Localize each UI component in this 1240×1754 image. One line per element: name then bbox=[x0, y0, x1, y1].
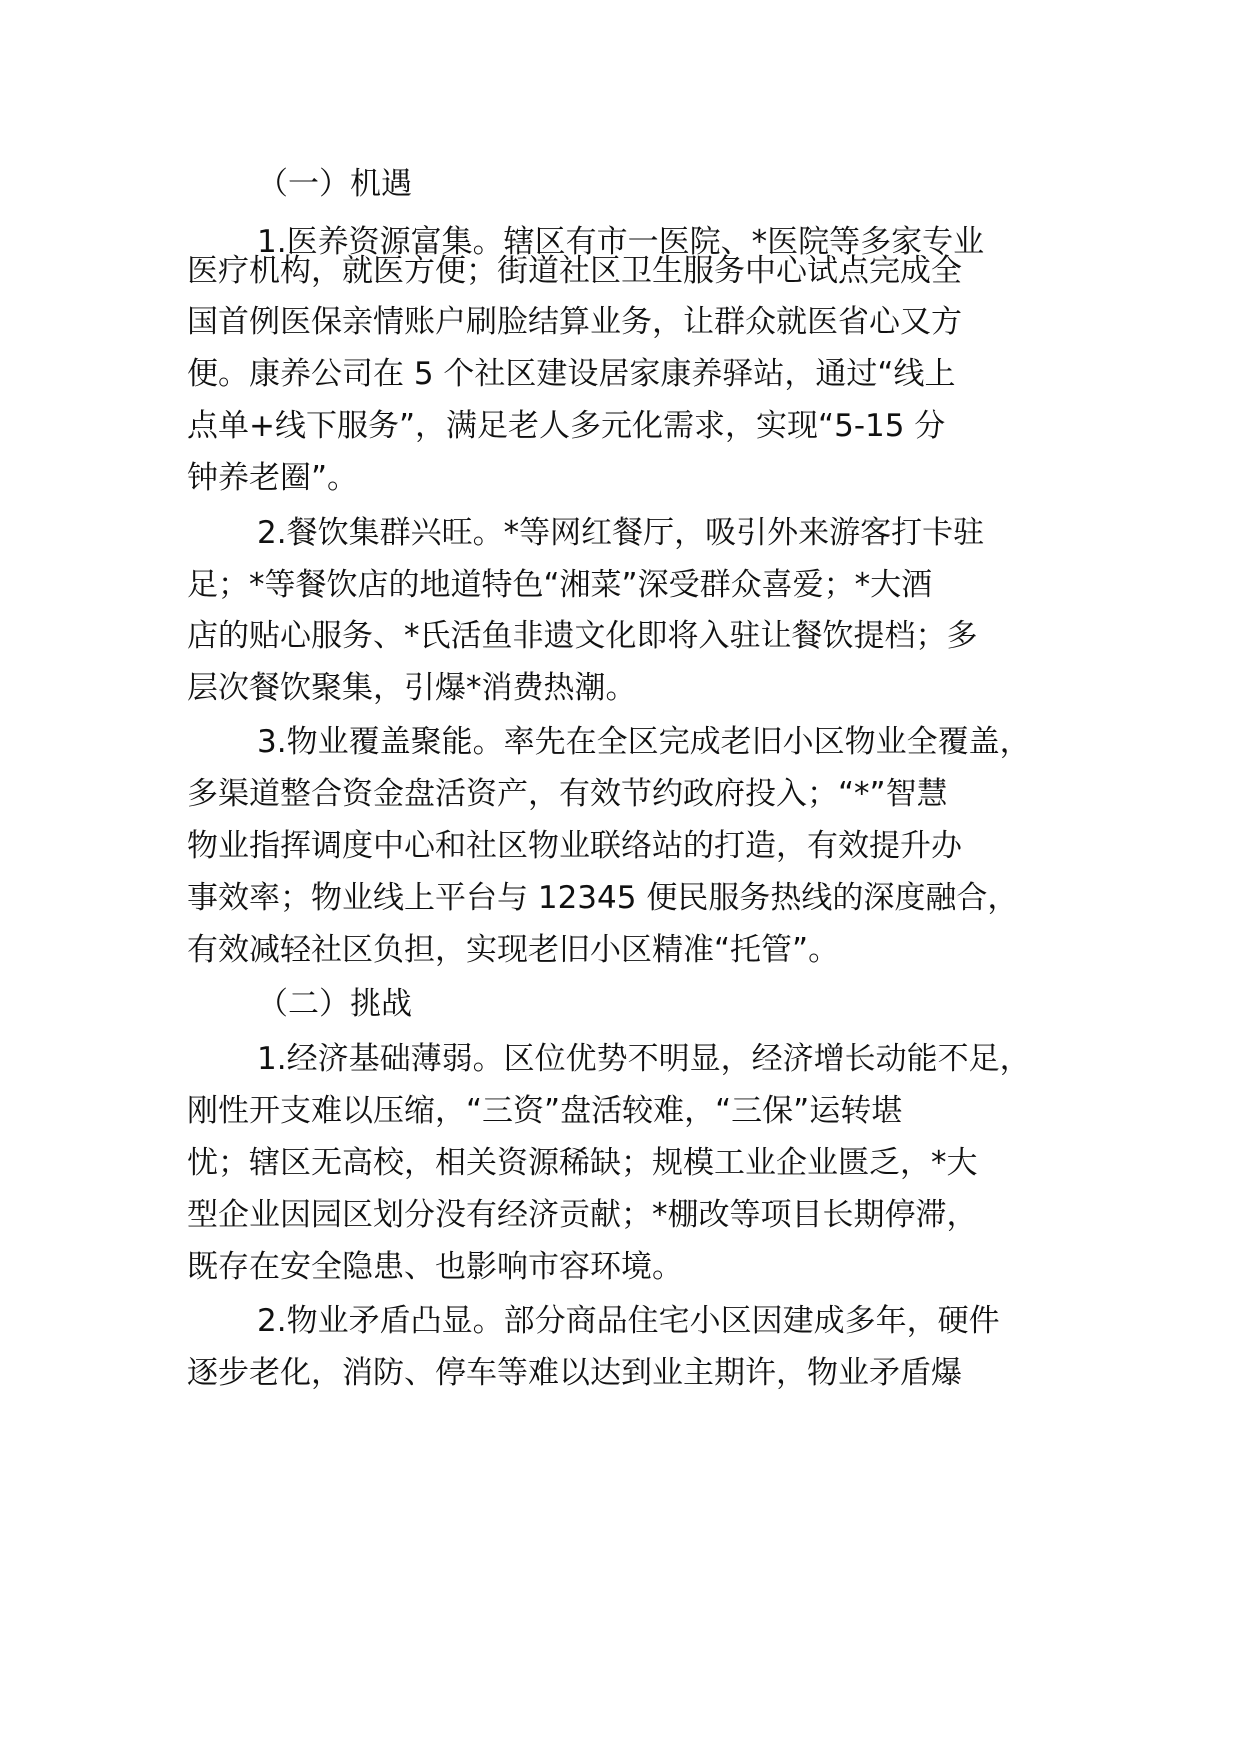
paragraph-line: 1.经济基础薄弱。区位优势不明显，经济增长动能不足， bbox=[257, 1041, 1031, 1077]
paragraph-line: 国首例医保亲情账户刷脸结算业务，让群众就医省心又方 bbox=[187, 304, 962, 340]
paragraph-line: 事效率；物业线上平台与 12345 便民服务热线的深度融合， bbox=[187, 880, 1019, 916]
paragraph-line: 便。康养公司在 5 个社区建设居家康养驿站，通过“线上 bbox=[187, 356, 956, 392]
paragraph-line: 足；*等餐饮店的地道特色“湘菜”深受群众喜爱；*大酒 bbox=[187, 567, 933, 603]
paragraph-line: 2.物业矛盾凸显。部分商品住宅小区因建成多年，硬件 bbox=[257, 1303, 1000, 1339]
paragraph-line: 钟养老圈”。 bbox=[187, 460, 359, 496]
paragraph-line: 医疗机构，就医方便；街道社区卫生服务中心试点完成全 bbox=[187, 253, 962, 289]
section-heading-opportunities: （一）机遇 bbox=[257, 166, 412, 202]
paragraph-line: 物业指挥调度中心和社区物业联络站的打造，有效提升办 bbox=[187, 828, 962, 864]
paragraph-line: 1.医养资源富集。辖区有市一医院、*医院等多家专业 bbox=[257, 224, 985, 260]
section-heading-challenges: （二）挑战 bbox=[257, 986, 412, 1022]
paragraph-line: 忧；辖区无高校，相关资源稀缺；规模工业企业匮乏，*大 bbox=[187, 1145, 978, 1181]
paragraph-line: 型企业因园区划分没有经济贡献；*棚改等项目长期停滞， bbox=[187, 1197, 978, 1233]
paragraph-line: 逐步老化，消防、停车等难以达到业主期许，物业矛盾爆 bbox=[187, 1355, 962, 1391]
paragraph-line: 层次餐饮聚集，引爆*消费热潮。 bbox=[187, 670, 637, 706]
paragraph-line: 刚性开支难以压缩，“三资”盘活较难，“三保”运转堪 bbox=[187, 1093, 903, 1129]
paragraph-line: 2.餐饮集群兴旺。*等网红餐厅，吸引外来游客打卡驻 bbox=[257, 515, 985, 551]
paragraph-line: 点单+线下服务”，满足老人多元化需求，实现“5-15 分 bbox=[187, 408, 946, 444]
paragraph-line: 3.物业覆盖聚能。率先在全区完成老旧小区物业全覆盖， bbox=[257, 724, 1031, 760]
paragraph-line: 有效减轻社区负担，实现老旧小区精准“托管”。 bbox=[187, 932, 840, 968]
paragraph-line: 店的贴心服务、*氏活鱼非遗文化即将入驻让餐饮提档；多 bbox=[187, 618, 978, 654]
paragraph-line: 多渠道整合资金盘活资产，有效节约政府投入；“*”智慧 bbox=[187, 776, 948, 812]
paragraph-line: 既存在安全隐患、也影响市容环境。 bbox=[187, 1249, 683, 1285]
